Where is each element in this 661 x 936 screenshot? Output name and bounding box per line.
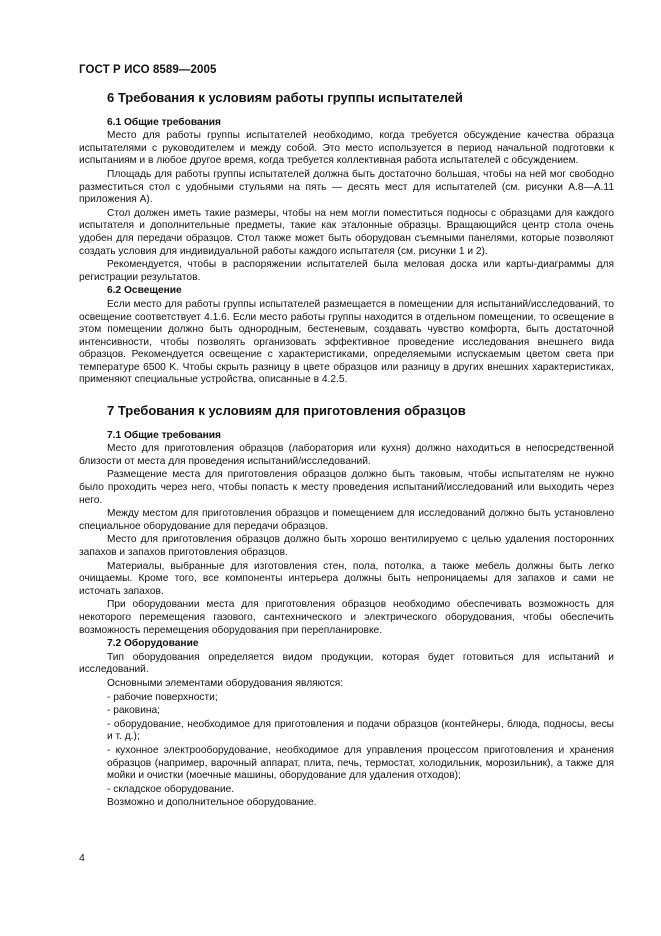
subsection-7-2-title: 7.2 Оборудование bbox=[107, 638, 199, 650]
paragraph: Площадь для работы группы испытателей должна быть достаточно большая, чтобы на ней мог свободно разместиться стол с удобными стульями на пять — десять мест для испытателей (см. рисунки А.8—А.11 приложения А). bbox=[79, 168, 614, 206]
paragraph: Рекомендуется, чтобы в распоряжении испытателей была меловая доска или карты-диаграммы для регистрации результатов. bbox=[79, 259, 614, 283]
subsection-7-1-title: 7.1 Общие требования bbox=[107, 429, 221, 441]
page-number: 4 bbox=[79, 852, 85, 864]
paragraph: Место для приготовления образцов должно быть хорошо вентилируемо с целью удаления посторонних запахов и запахов приготовления образцов. bbox=[79, 534, 614, 558]
document-body bbox=[79, 92, 614, 811]
document-header: ГОСТ Р ИСО 8589—2005 bbox=[79, 64, 217, 76]
subsection-6-1-title: 6.1 Общие требования bbox=[107, 116, 221, 128]
paragraph: Тип оборудования определяется видом продукции, которая будет готовиться для испытаний и исследований. bbox=[79, 651, 614, 676]
list-item: - раковина; bbox=[107, 705, 161, 717]
list-item: - оборудование, необходимое для приготовления и подачи образцов (контейнеры, блюда, подносы, весы и т. д.); bbox=[107, 718, 614, 743]
paragraph: Место для работы группы испытателей необходимо, когда требуется обсуждение качества образца испытателями с руководителем и между собой. Это место используется в период начальной подготовки к испытаниям и в любое другое время, когда требуется коллективная работа испытателей с обсуждением. bbox=[79, 130, 614, 167]
list-item: - складское оборудование. bbox=[107, 783, 235, 795]
paragraph: Стол должен иметь такие размеры, чтобы на нем могли поместиться подносы с образцами для каждого испытателя и дополнительные предметы, такие как эталонные образцы. Вращающийся центр стола очень удобен для передачи образцов. Стол также может быть оборудован съемными панелями, которые позволяют создать условия для индивидуальной работы каждого испытателя (см. рисунки 1 и 2). bbox=[79, 207, 614, 257]
paragraph: Место для приготовления образцов (лаборатория или кухня) должно находиться в непосредственной близости от места для проведения испытаний/исследований. bbox=[79, 443, 614, 467]
paragraph: При оборудовании места для приготовления образцов необходимо обеспечивать возможность для некоторого перемещения газового, сантехнического и электрического оборудования, чтобы обеспечить возможность перемещения оборудования при перепланировке. bbox=[79, 599, 614, 636]
paragraph: Если место для работы группы испытателей размещается в помещении для испытаний/исследований, то освещение соответствует 4.1.6. Если место работы группы находится в отдельном помещении, то освещение в этом помещении должно быть однородным, бестеневым, создавать чувство комфорта, быть достаточной интенсивности, чтобы позволять организовать эффективное проведение исследования внешнего вида образцов. Рекомендуется освещение с характеристиками, определяемыми испускаемым цветом света при температуре 6500 K. Чтобы скрыть разницу в цвете образцов или разницу в других внешних характеристиках, применяют специальные устройства, описанные в 4.2.5. bbox=[79, 298, 614, 386]
paragraph: Возможно и дополнительное оборудование. bbox=[107, 797, 317, 809]
section-7-title: 7 Требования к условиям для приготовления образцов bbox=[107, 403, 466, 419]
paragraph: Между местом для приготовления образцов и помещением для исследований должно быть установлено специальное оборудование для передачи образцов. bbox=[79, 508, 614, 532]
equipment-list bbox=[79, 692, 614, 797]
paragraph: Размещение места для приготовления образцов должно быть таковым, чтобы испытателям не нужно было проходить через него, чтобы попасть к месту проведения испытаний/исследований или выходить через него. bbox=[79, 469, 614, 506]
paragraph: Основными элементами оборудования являются: bbox=[107, 677, 344, 689]
section-6-title: 6 Требования к условиям работы группы испытателей bbox=[107, 90, 463, 105]
list-item: - кухонное электрооборудование, необходимое для управления процессом приготовления и хранения образцов (например, варочный аппарат, плита, печь, термостат, холодильник, морозильник), а также для мойки и очистки (моечные машины, оборудование для удаления отходов); bbox=[107, 744, 614, 782]
subsection-6-2-title: 6.2 Освещение bbox=[107, 285, 182, 297]
list-item: - рабочие поверхности; bbox=[107, 691, 218, 703]
paragraph: Материалы, выбранные для изготовления стен, пола, потолка, а также мебель должны быть легко очищаемы. Кроме того, все компоненты интерьера должны быть непроницаемы для запахов и сами не источать запахов. bbox=[79, 560, 614, 597]
